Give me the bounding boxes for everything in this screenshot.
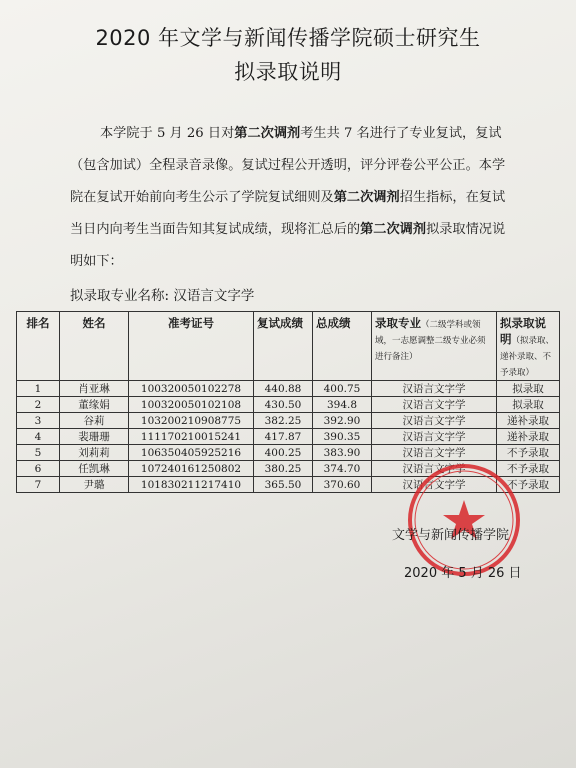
cell-major: 汉语言文字学	[372, 461, 497, 477]
cell-name: 尹璐	[60, 477, 129, 493]
table-row	[17, 429, 560, 445]
cell-name: 刘莉莉	[60, 445, 129, 461]
cell-name: 任凯琳	[60, 461, 129, 477]
cell-result: 拟录取	[497, 381, 560, 397]
col-result-title: 拟录取说明	[500, 316, 546, 346]
cell-rank: 4	[17, 429, 60, 445]
cell-total: 370.60	[313, 477, 372, 493]
cell-major: 汉语言文字学	[372, 445, 497, 461]
cell-result: 递补录取	[497, 413, 560, 429]
cell-result: 拟录取	[497, 397, 560, 413]
cell-total: 383.90	[313, 445, 372, 461]
cell-exam-id: 111170210015241	[129, 429, 254, 445]
col-result-note: （拟录取、递补录取、不予录取）	[500, 336, 555, 378]
document-title-line1: 2020 年文学与新闻传播学院硕士研究生	[95, 26, 481, 50]
cell-major: 汉语言文字学	[372, 381, 497, 397]
cell-rank: 7	[17, 477, 60, 493]
table-header-row	[17, 312, 560, 381]
cell-rank: 2	[17, 397, 60, 413]
cell-major: 汉语言文字学	[372, 477, 497, 493]
intro-text-2: 考生共 7 名进行了专业复试，复试（包含加试）全程录音录像。复试过程公开透明，评分评卷公平公正。本学院在复试开始前向考生公示了学院复试细则及	[70, 126, 506, 205]
cell-retest: 440.88	[254, 381, 313, 397]
table-row	[17, 445, 560, 461]
major-label: 拟录取专业名称:	[70, 288, 170, 304]
intro-text-3: 招生指标，在复试当日内向考生当面告知其复试成绩，现将汇总后的	[70, 190, 506, 237]
col-retest: 复试成绩	[254, 312, 313, 381]
cell-name: 裴珊珊	[60, 429, 129, 445]
cell-exam-id: 106350405925216	[129, 445, 254, 461]
signature-org: 文学与新闻传播学院	[392, 528, 510, 543]
cell-exam-id: 100320050102108	[129, 397, 254, 413]
col-major	[372, 312, 497, 381]
cell-retest: 382.25	[254, 413, 313, 429]
emphasis-second-adjustment-3: 第二次调剂	[360, 222, 427, 237]
col-major-title: 录取专业	[375, 316, 421, 330]
document-title-line2: 拟录取说明	[234, 60, 342, 84]
major-value: 汉语言文字学	[173, 288, 255, 304]
intro-text-4: 拟录取情况说明如下：	[70, 222, 506, 269]
col-exam-id: 准考证号	[129, 312, 254, 381]
emphasis-second-adjustment-1: 第二次调剂	[234, 126, 301, 141]
cell-name: 肖亚琳	[60, 381, 129, 397]
cell-result: 不予录取	[497, 461, 560, 477]
col-name: 姓名	[60, 312, 129, 381]
emphasis-second-adjustment-2: 第二次调剂	[333, 190, 400, 205]
cell-rank: 3	[17, 413, 60, 429]
cell-exam-id: 101830211217410	[129, 477, 254, 493]
cell-total: 374.70	[313, 461, 372, 477]
intro-text-1: 本学院于 5 月 26 日对	[100, 126, 235, 141]
cell-exam-id: 107240161250802	[129, 461, 254, 477]
cell-major: 汉语言文字学	[372, 397, 497, 413]
cell-total: 390.35	[313, 429, 372, 445]
major-line	[70, 284, 254, 304]
cell-result: 不予录取	[497, 445, 560, 461]
official-seal	[406, 462, 522, 578]
cell-rank: 1	[17, 381, 60, 397]
cell-result: 不予录取	[497, 477, 560, 493]
cell-retest: 380.25	[254, 461, 313, 477]
col-total: 总成绩	[313, 312, 372, 381]
table-row	[17, 397, 560, 413]
cell-total: 400.75	[313, 381, 372, 397]
table-row	[17, 381, 560, 397]
cell-exam-id: 100320050102278	[129, 381, 254, 397]
col-result	[497, 312, 560, 381]
cell-retest: 400.25	[254, 445, 313, 461]
cell-total: 392.90	[313, 413, 372, 429]
cell-result: 递补录取	[497, 429, 560, 445]
col-major-note: （二级学科或领域，一志愿调整二级专业必须进行备注）	[375, 320, 486, 362]
signature-date: 2020 年 5 月 26 日	[404, 566, 522, 581]
table-row	[17, 413, 560, 429]
cell-retest: 417.87	[254, 429, 313, 445]
cell-total: 394.8	[313, 397, 372, 413]
col-rank: 排名	[17, 312, 60, 381]
intro-paragraph	[70, 118, 515, 278]
cell-name: 谷莉	[60, 413, 129, 429]
cell-retest: 430.50	[254, 397, 313, 413]
cell-major: 汉语言文字学	[372, 413, 497, 429]
cell-exam-id: 103200210908775	[129, 413, 254, 429]
cell-rank: 6	[17, 461, 60, 477]
cell-name: 董缘娟	[60, 397, 129, 413]
cell-major: 汉语言文字学	[372, 429, 497, 445]
cell-rank: 5	[17, 445, 60, 461]
cell-retest: 365.50	[254, 477, 313, 493]
